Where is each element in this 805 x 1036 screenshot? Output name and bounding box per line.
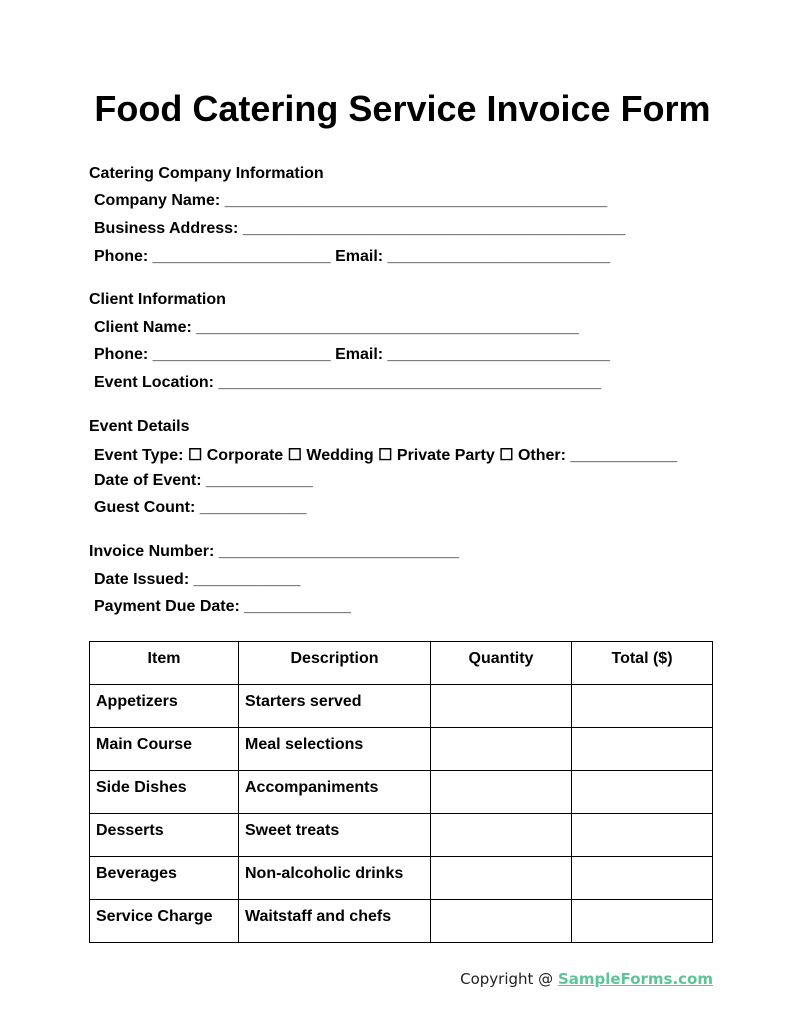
table-row: [90, 728, 713, 771]
copyright-text: Copyright @: [460, 970, 558, 988]
company-contact-field[interactable]: Phone: ____________________ Email: _________________________: [94, 248, 610, 265]
total-cell[interactable]: [572, 857, 713, 900]
invoice-items-table: [89, 641, 713, 943]
event-type-field[interactable]: Event Type: ☐ Corporate ☐ Wedding ☐ Private Party ☐ Other: ____________: [94, 447, 678, 464]
table-row: [90, 814, 713, 857]
sampleforms-link[interactable]: SampleForms.com: [557, 970, 713, 988]
quantity-cell[interactable]: [431, 900, 572, 943]
quantity-cell[interactable]: [431, 685, 572, 728]
invoice-number-field[interactable]: Invoice Number: ___________________________: [89, 543, 460, 560]
item-cell: Beverages: [90, 857, 239, 900]
description-cell: Sweet treats: [239, 814, 431, 857]
client-contact-field[interactable]: Phone: ____________________ Email: _________________________: [94, 346, 610, 363]
company-name-field[interactable]: Company Name: ___________________________________________: [94, 192, 608, 209]
column-header-item: Item: [90, 642, 239, 685]
event-section-heading: Event Details: [89, 418, 190, 435]
date-issued-field[interactable]: Date Issued: ____________: [94, 571, 301, 588]
table-row: [90, 771, 713, 814]
copyright-footer: [460, 970, 713, 988]
quantity-cell[interactable]: [431, 814, 572, 857]
column-header-total: Total ($): [572, 642, 713, 685]
client-name-field[interactable]: Client Name: ___________________________________________: [94, 319, 579, 336]
client-section-heading: Client Information: [89, 291, 226, 308]
item-cell: Appetizers: [90, 685, 239, 728]
table-header-row: [90, 642, 713, 685]
payment-due-date-field[interactable]: Payment Due Date: ____________: [94, 598, 352, 615]
item-cell: Desserts: [90, 814, 239, 857]
column-header-quantity: Quantity: [431, 642, 572, 685]
total-cell[interactable]: [572, 900, 713, 943]
total-cell[interactable]: [572, 771, 713, 814]
description-cell: Starters served: [239, 685, 431, 728]
table-row: [90, 685, 713, 728]
guest-count-field[interactable]: Guest Count: ____________: [94, 499, 307, 516]
company-section-heading: Catering Company Information: [89, 165, 324, 182]
quantity-cell[interactable]: [431, 857, 572, 900]
description-cell: Accompaniments: [239, 771, 431, 814]
business-address-field[interactable]: Business Address: ___________________________________________: [94, 220, 626, 237]
description-cell: Waitstaff and chefs: [239, 900, 431, 943]
quantity-cell[interactable]: [431, 728, 572, 771]
quantity-cell[interactable]: [431, 771, 572, 814]
column-header-description: Description: [239, 642, 431, 685]
item-cell: Side Dishes: [90, 771, 239, 814]
page-title: Food Catering Service Invoice Form: [94, 88, 711, 129]
item-cell: Service Charge: [90, 900, 239, 943]
description-cell: Non-alcoholic drinks: [239, 857, 431, 900]
table-row: [90, 900, 713, 943]
description-cell: Meal selections: [239, 728, 431, 771]
total-cell[interactable]: [572, 728, 713, 771]
table-row: [90, 857, 713, 900]
total-cell[interactable]: [572, 685, 713, 728]
event-date-field[interactable]: Date of Event: ____________: [94, 472, 313, 489]
event-location-field[interactable]: Event Location: ___________________________________________: [94, 374, 602, 391]
total-cell[interactable]: [572, 814, 713, 857]
item-cell: Main Course: [90, 728, 239, 771]
